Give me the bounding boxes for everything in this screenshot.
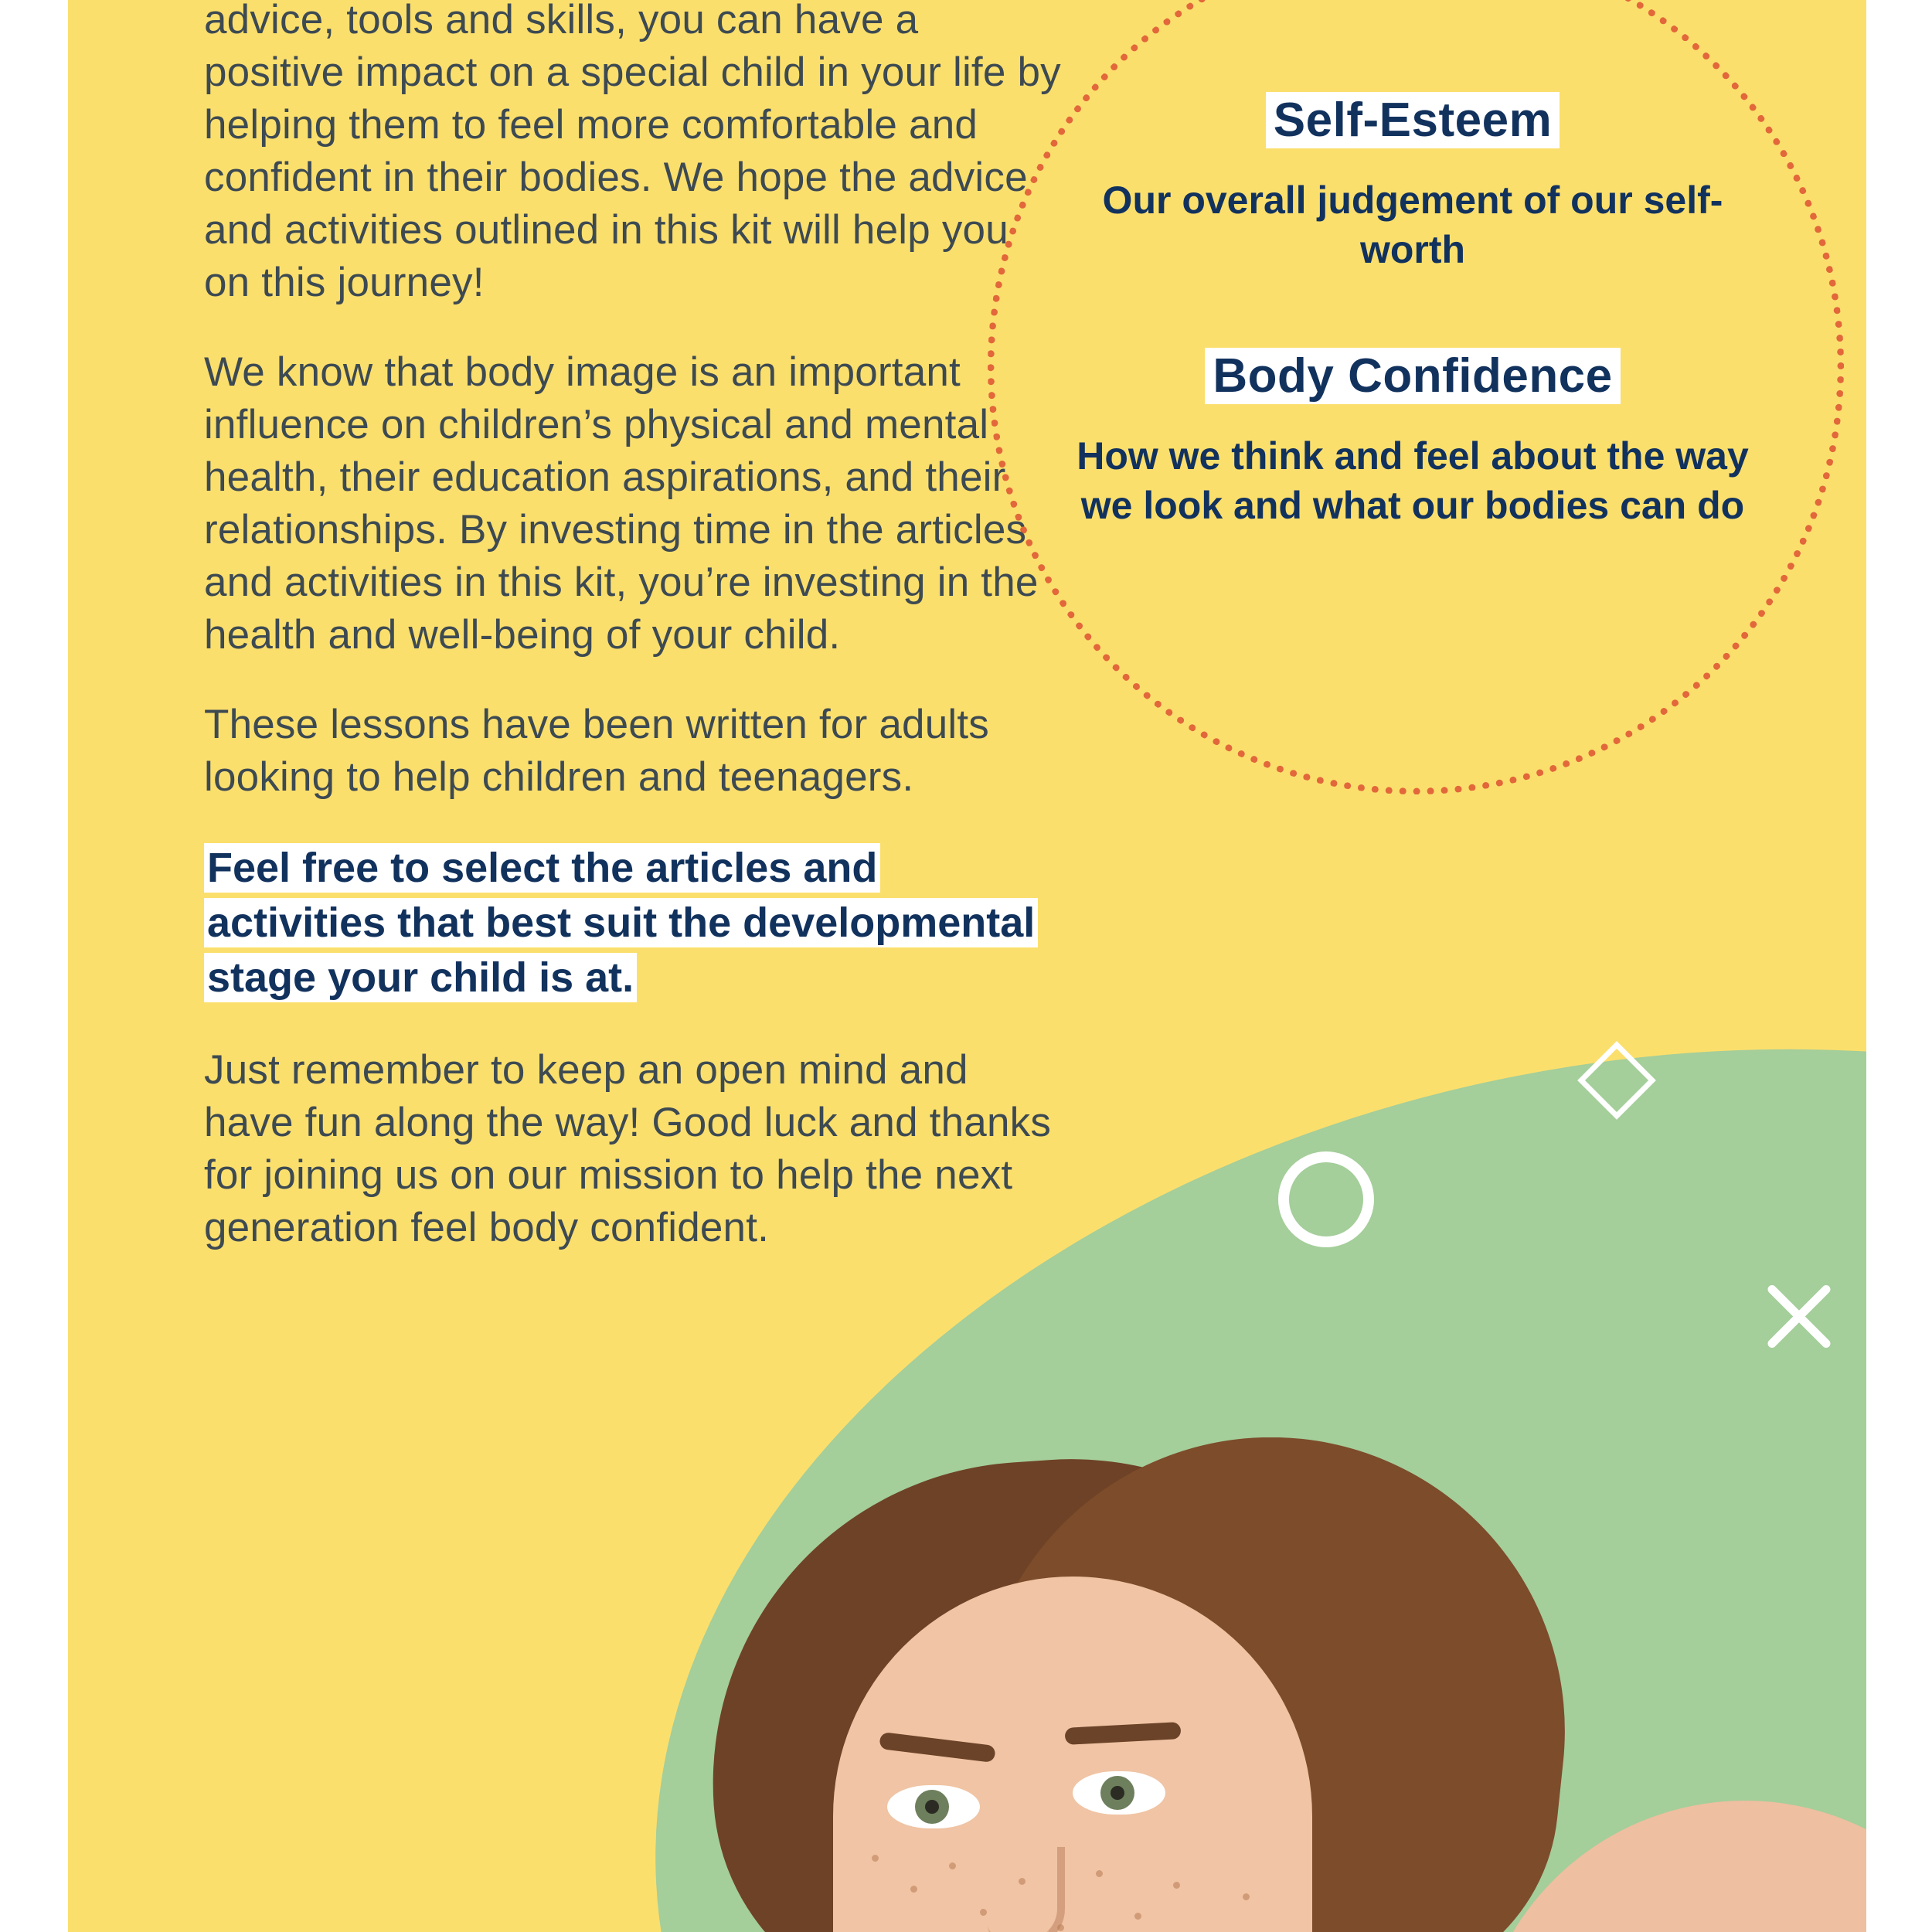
freckles (856, 1839, 1289, 1932)
paragraph-intro: advice, tools and skills, you can have a positive impact on a special child in your life by helping them to feel more comfortable and confident in their bodies. We hope the advice and activities outlined in this kit will help you on this journey! (204, 0, 1061, 305)
definition-text-body-confidence: How we think and feel about the way we look and what our bodies can do (1077, 434, 1749, 527)
pupil-right (1111, 1786, 1124, 1800)
eye-left (887, 1785, 980, 1828)
highlight-callout-text: Feel free to select the articles and activities that best suit the developmental stage your child is at. (204, 843, 1038, 1002)
paragraph-audience: These lessons have been written for adults looking to help children and teenagers. (204, 702, 989, 800)
circle-outline-icon (1278, 1151, 1374, 1247)
pupil-left (925, 1800, 939, 1814)
highlight-callout (204, 841, 1062, 1005)
definitions-block (1073, 93, 1753, 530)
definition-term-body-confidence-text: Body Confidence (1205, 348, 1620, 404)
definition-term-self-esteem-text: Self-Esteem (1266, 92, 1560, 148)
paragraph-closing: Just remember to keep an open mind and have fun along the way! Good luck and thanks for joining us on our mission to help the next generation feel body confident. (204, 1047, 1052, 1250)
definition-text-self-esteem: Our overall judgement of our self-worth (1102, 179, 1723, 271)
eye-right (1073, 1771, 1165, 1815)
girl-photo (655, 1437, 1866, 1932)
definition-term-body-confidence (1073, 349, 1753, 403)
yellow-background-panel (68, 0, 1866, 1932)
iris-left (915, 1790, 949, 1824)
definition-term-self-esteem (1073, 93, 1753, 148)
body-text-column (204, 0, 1062, 1291)
paragraph-body-image: We know that body image is an important influence on children’s physical and mental health, their education aspirations, and their relationships. By investing time in the articles and activities in this kit, you’re investing in the health and well-being of your child. (204, 349, 1039, 658)
cross-icon (1757, 1274, 1842, 1359)
iris-right (1100, 1776, 1134, 1810)
